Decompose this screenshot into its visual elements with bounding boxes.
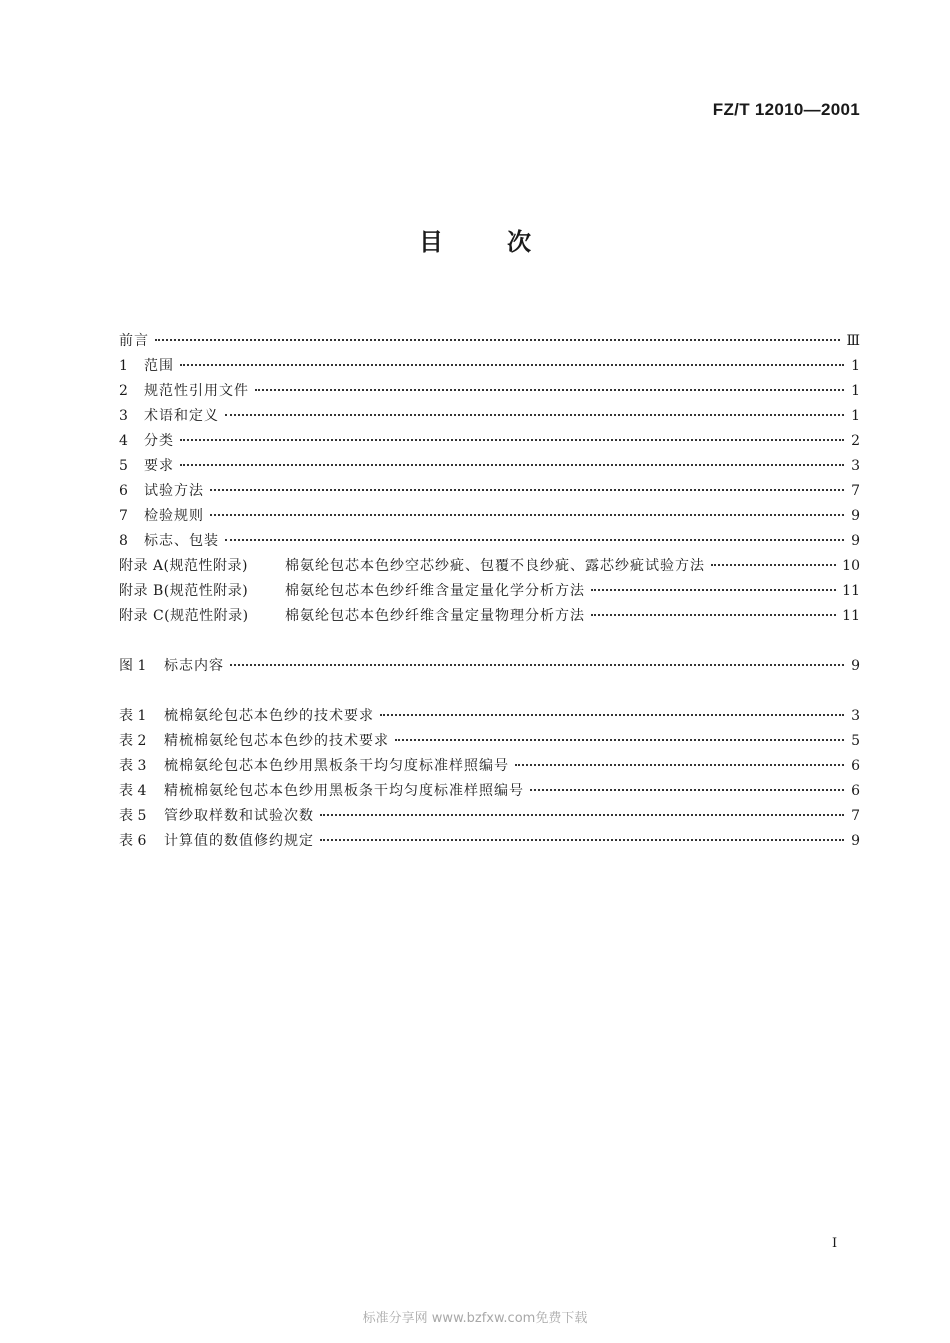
toc-entry-appendix-a[interactable]: [119, 554, 860, 579]
toc-page: 9: [851, 533, 860, 549]
dot-leader: [320, 814, 844, 816]
toc-label: 范围: [144, 358, 174, 374]
toc-entry-section-3[interactable]: [119, 404, 860, 429]
table-label: 表 5: [119, 808, 147, 824]
toc-entry-section-4[interactable]: [119, 429, 860, 454]
toc-label: 术语和定义: [144, 408, 219, 424]
toc-entry-section-2[interactable]: [119, 379, 860, 404]
toc-entry-section-7[interactable]: [119, 504, 860, 529]
dot-leader: [225, 414, 844, 416]
toc-entry-table-2[interactable]: [119, 729, 860, 754]
toc-page: 11: [842, 608, 860, 624]
table-title: 梳棉氨纶包芯本色纱用黑板条干均匀度标准样照编号: [164, 758, 509, 774]
toc-entry-figure-1[interactable]: [119, 654, 860, 679]
figure-title: 标志内容: [164, 658, 224, 674]
toc-entry-table-4[interactable]: [119, 779, 860, 804]
toc-number: 2: [119, 383, 128, 399]
toc-page: Ⅲ: [846, 333, 860, 349]
toc-entry-table-5[interactable]: [119, 804, 860, 829]
dot-leader: [320, 839, 844, 841]
toc-number: 3: [119, 408, 128, 424]
toc-number: 5: [119, 458, 128, 474]
toc-page: 1: [851, 358, 860, 374]
dot-leader: [180, 364, 844, 366]
dot-leader: [180, 439, 844, 441]
dot-leader: [395, 739, 844, 741]
toc-label: 要求: [144, 458, 174, 474]
table-title: 梳棉氨纶包芯本色纱的技术要求: [164, 708, 374, 724]
spacer: [119, 629, 860, 654]
toc-entry-table-3[interactable]: [119, 754, 860, 779]
figure-label: 图 1: [119, 658, 147, 674]
dot-leader: [380, 714, 844, 716]
dot-leader: [180, 464, 844, 466]
table-of-contents: [119, 329, 860, 854]
page-number: I: [832, 1236, 838, 1251]
toc-page: 2: [851, 433, 860, 449]
table-label: 表 4: [119, 783, 147, 799]
table-label: 表 1: [119, 708, 147, 724]
toc-number: 7: [119, 508, 128, 524]
toc-label: 分类: [144, 433, 174, 449]
toc-page: 9: [851, 508, 860, 524]
toc-entry-table-1[interactable]: [119, 704, 860, 729]
table-label: 表 3: [119, 758, 147, 774]
dot-leader: [230, 664, 844, 666]
dot-leader: [225, 539, 844, 541]
appendix-title: 棉氨纶包芯本色纱空芯纱疵、包覆不良纱疵、露芯纱疵试验方法: [285, 558, 705, 574]
dot-leader: [591, 614, 836, 616]
toc-entry-appendix-c[interactable]: [119, 604, 860, 629]
toc-page: 7: [851, 483, 860, 499]
toc-page: 10: [842, 558, 860, 574]
toc-entry-section-8[interactable]: [119, 529, 860, 554]
toc-page: 11: [842, 583, 860, 599]
appendix-title: 棉氨纶包芯本色纱纤维含量定量物理分析方法: [285, 608, 585, 624]
toc-page: 9: [851, 833, 860, 849]
toc-page: 7: [851, 808, 860, 824]
dot-leader: [210, 489, 844, 491]
dot-leader: [515, 764, 844, 766]
toc-page: 5: [851, 733, 860, 749]
toc-label: 前言: [119, 333, 149, 349]
table-title: 精梳棉氨纶包芯本色纱用黑板条干均匀度标准样照编号: [164, 783, 524, 799]
toc-number: 6: [119, 483, 128, 499]
toc-page: 1: [851, 383, 860, 399]
toc-number: 8: [119, 533, 128, 549]
table-title: 管纱取样数和试验次数: [164, 808, 314, 824]
table-title: 计算值的数值修约规定: [164, 833, 314, 849]
spacer: [119, 679, 860, 704]
toc-label: 标志、包装: [144, 533, 219, 549]
toc-label: 检验规则: [144, 508, 204, 524]
table-label: 表 6: [119, 833, 147, 849]
toc-number: 1: [119, 358, 128, 374]
watermark-text: 标准分享网 www.bzfxw.com免费下载: [362, 1311, 588, 1326]
toc-entry-appendix-b[interactable]: [119, 579, 860, 604]
toc-label: 试验方法: [144, 483, 204, 499]
toc-page: 3: [851, 708, 860, 724]
appendix-title: 棉氨纶包芯本色纱纤维含量定量化学分析方法: [285, 583, 585, 599]
toc-page: 3: [851, 458, 860, 474]
appendix-label: 附录 C(规范性附录): [119, 608, 249, 624]
dot-leader: [591, 589, 836, 591]
toc-entry-section-6[interactable]: [119, 479, 860, 504]
dot-leader: [711, 564, 836, 566]
toc-entry-section-1[interactable]: [119, 354, 860, 379]
dot-leader: [530, 789, 844, 791]
toc-page: 1: [851, 408, 860, 424]
dot-leader: [210, 514, 844, 516]
toc-number: 4: [119, 433, 128, 449]
dot-leader: [155, 339, 840, 341]
toc-entry-section-5[interactable]: [119, 454, 860, 479]
toc-page: 6: [851, 783, 860, 799]
toc-entry-table-6[interactable]: [119, 829, 860, 854]
appendix-label: 附录 B(规范性附录): [119, 583, 249, 599]
toc-page: 6: [851, 758, 860, 774]
toc-label: 规范性引用文件: [144, 383, 249, 399]
standard-code: FZ/T 12010—2001: [712, 100, 860, 119]
toc-entry-foreword[interactable]: [119, 329, 860, 354]
page-title: 目次: [419, 228, 595, 256]
table-label: 表 2: [119, 733, 147, 749]
appendix-label: 附录 A(规范性附录): [119, 558, 248, 574]
table-title: 精梳棉氨纶包芯本色纱的技术要求: [164, 733, 389, 749]
toc-page: 9: [851, 658, 860, 674]
dot-leader: [255, 389, 844, 391]
